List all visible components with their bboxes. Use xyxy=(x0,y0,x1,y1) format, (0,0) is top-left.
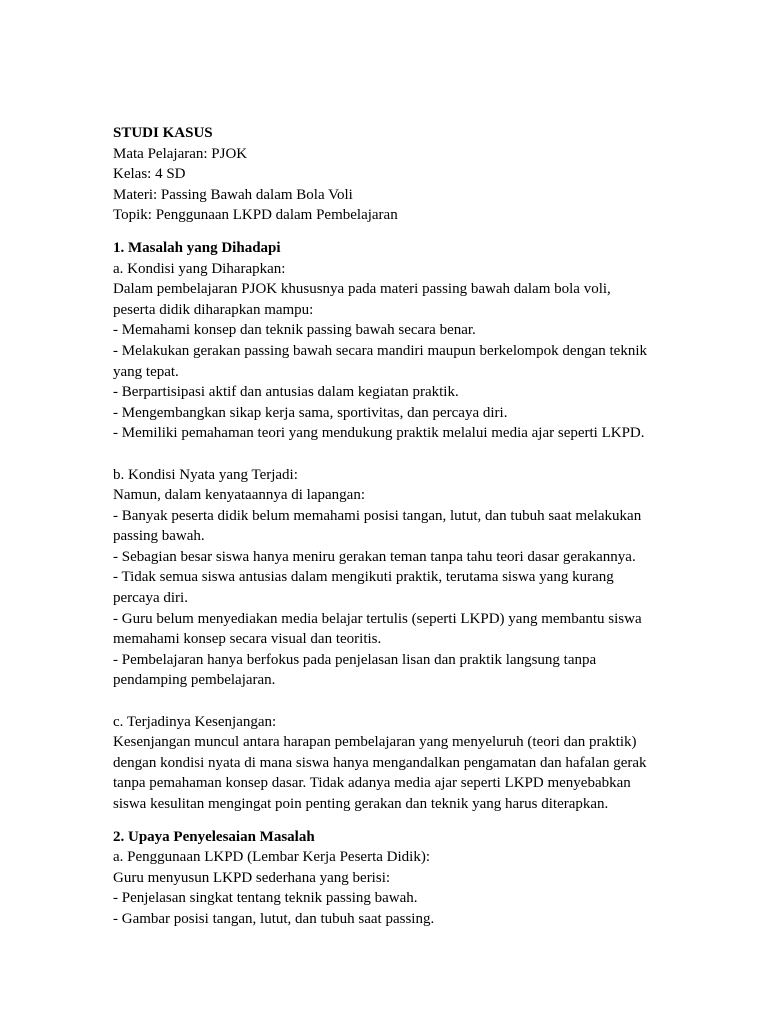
section-2-title: 2. Upaya Penyelesaian Masalah xyxy=(113,828,315,845)
section-1c-line: Kesenjangan muncul antara harapan pembelajaran yang menyeluruh (teori dan praktik) xyxy=(113,734,637,751)
subject-line: Mata Pelajaran: PJOK xyxy=(113,145,248,162)
section-1c-line: dengan kondisi nyata di mana siswa hanya mengandalkan pengamatan dan hafalan gerak xyxy=(113,754,647,771)
section-1b-line: pendamping pembelajaran. xyxy=(113,672,276,689)
section-1b-line: percaya diri. xyxy=(113,590,188,607)
topic-line: Topik: Penggunaan LKPD dalam Pembelajaran xyxy=(113,207,398,224)
section-1a xyxy=(113,259,658,444)
section-1a-line: Dalam pembelajaran PJOK khususnya pada materi passing bawah dalam bola voli, xyxy=(113,281,611,298)
section-1b xyxy=(113,465,658,692)
section-1-title: 1. Masalah yang Dihadapi xyxy=(113,239,281,256)
section-1b-line: - Tidak semua siswa antusias dalam mengikuti praktik, terutama siswa yang kurang xyxy=(113,569,614,586)
section-1b-line: - Banyak peserta didik belum memahami posisi tangan, lutut, dan tubuh saat melakukan xyxy=(113,507,642,524)
section-1b-line: - Pembelajaran hanya berfokus pada penjelasan lisan dan praktik langsung tanpa xyxy=(113,651,597,668)
section-1a-line: peserta didik diharapkan mampu: xyxy=(113,301,314,318)
section-2a xyxy=(113,847,658,929)
document-title: STUDI KASUS xyxy=(113,125,213,141)
section-1a-line: yang tepat. xyxy=(113,363,179,380)
section-1b-heading: b. Kondisi Nyata yang Terjadi: xyxy=(113,466,298,483)
section-1c-line: tanpa pemahaman konsep dasar. Tidak adanya media ajar seperti LKPD menyebabkan xyxy=(113,775,631,792)
section-1c-heading: c. Terjadinya Kesenjangan: xyxy=(113,713,277,730)
section-1c xyxy=(113,712,658,815)
section-1b-line: Namun, dalam kenyataannya di lapangan: xyxy=(113,487,365,504)
section-1b-line: memahami konsep secara visual dan teoritis. xyxy=(113,631,382,648)
section-2a-line: - Penjelasan singkat tentang teknik passing bawah. xyxy=(113,890,418,907)
section-1a-line: - Memiliki pemahaman teori yang mendukung praktik melalui media ajar seperti LKPD. xyxy=(113,425,645,442)
document-header xyxy=(113,123,658,226)
section-1a-line: - Melakukan gerakan passing bawah secara mandiri maupun berkelompok dengan teknik xyxy=(113,342,647,359)
section-2 xyxy=(113,827,658,930)
section-1 xyxy=(113,238,658,815)
section-1a-line: - Berpartisipasi aktif dan antusias dalam kegiatan praktik. xyxy=(113,384,459,401)
section-1a-line: - Memahami konsep dan teknik passing bawah secara benar. xyxy=(113,322,476,339)
document-page xyxy=(113,123,658,930)
section-1b-line: passing bawah. xyxy=(113,528,205,545)
section-1c-line: siswa kesulitan mengingat poin penting gerakan dan teknik yang harus diterapkan. xyxy=(113,796,609,812)
material-line: Materi: Passing Bawah dalam Bola Voli xyxy=(113,186,353,203)
section-2a-line: Guru menyusun LKPD sederhana yang berisi: xyxy=(113,869,391,886)
section-1b-line: - Sebagian besar siswa hanya meniru gerakan teman tanpa tahu teori dasar gerakannya. xyxy=(113,548,636,565)
section-2a-line: - Gambar posisi tangan, lutut, dan tubuh saat passing. xyxy=(113,910,435,927)
section-1a-heading: a. Kondisi yang Diharapkan: xyxy=(113,260,286,277)
section-2a-heading: a. Penggunaan LKPD (Lembar Kerja Peserta Didik): xyxy=(113,849,430,866)
class-line: Kelas: 4 SD xyxy=(113,166,186,183)
section-1b-line: - Guru belum menyediakan media belajar tertulis (seperti LKPD) yang membantu siswa xyxy=(113,610,642,627)
section-1a-line: - Mengembangkan sikap kerja sama, sportivitas, dan percaya diri. xyxy=(113,404,508,421)
